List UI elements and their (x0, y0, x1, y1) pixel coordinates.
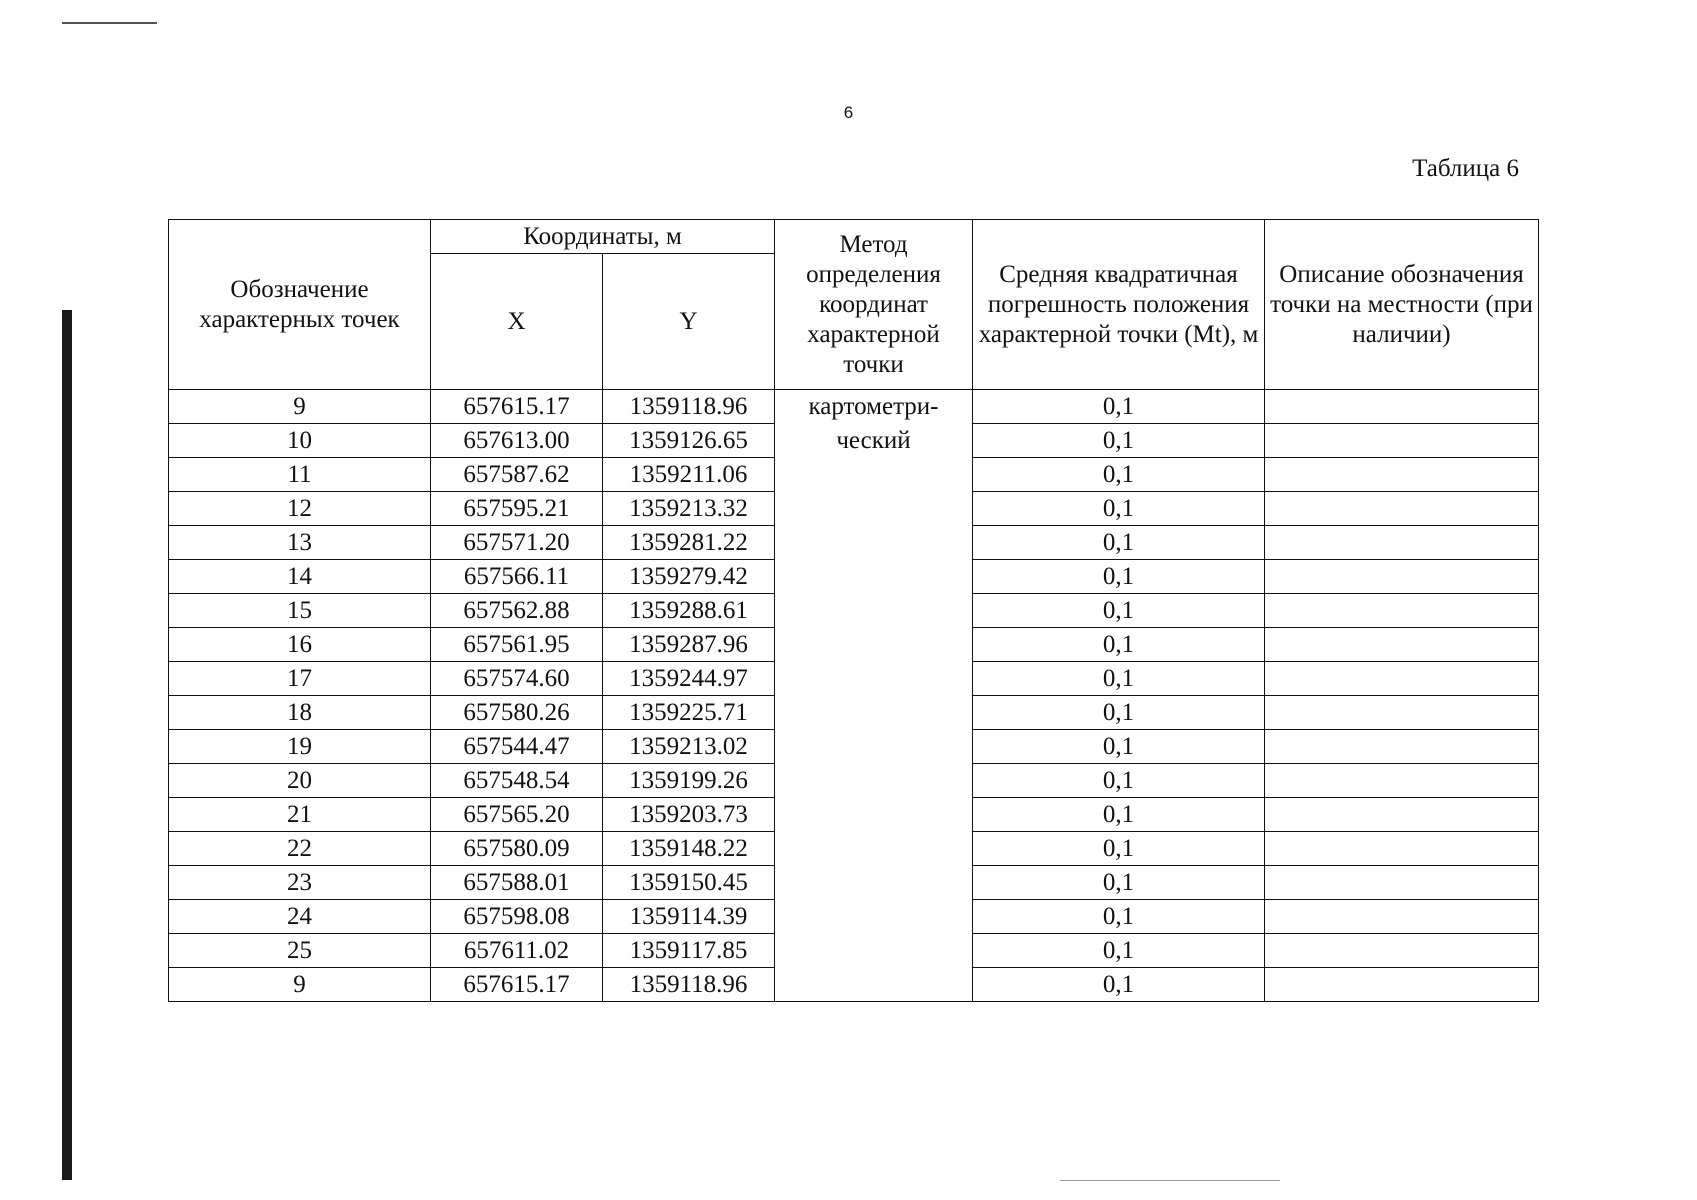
cell-y: 1359281.22 (603, 526, 775, 560)
cell-description (1265, 968, 1539, 1002)
cell-point: 9 (169, 968, 431, 1002)
header-x: X (431, 254, 603, 390)
page-number: 6 (843, 103, 854, 122)
cell-error: 0,1 (973, 390, 1265, 424)
cell-y: 1359199.26 (603, 764, 775, 798)
cell-y: 1359279.42 (603, 560, 775, 594)
cell-description (1265, 458, 1539, 492)
cell-y: 1359213.02 (603, 730, 775, 764)
scan-artifact-top-line (62, 22, 157, 24)
cell-error: 0,1 (973, 424, 1265, 458)
cell-x: 657580.26 (431, 696, 603, 730)
cell-description (1265, 492, 1539, 526)
table-row (169, 390, 1539, 424)
cell-error: 0,1 (973, 560, 1265, 594)
cell-error: 0,1 (973, 798, 1265, 832)
cell-point: 17 (169, 662, 431, 696)
cell-point: 14 (169, 560, 431, 594)
cell-point: 19 (169, 730, 431, 764)
cell-x: 657544.47 (431, 730, 603, 764)
cell-point: 18 (169, 696, 431, 730)
cell-point: 16 (169, 628, 431, 662)
cell-point: 10 (169, 424, 431, 458)
cell-y: 1359287.96 (603, 628, 775, 662)
header-point-description: Описание обозначения точки на местности (при наличии) (1265, 220, 1539, 390)
cell-point: 15 (169, 594, 431, 628)
cell-description (1265, 764, 1539, 798)
cell-error: 0,1 (973, 730, 1265, 764)
cell-y: 1359118.96 (603, 390, 775, 424)
cell-x: 657561.95 (431, 628, 603, 662)
cell-method: картометри-ческий (775, 390, 973, 1002)
cell-error: 0,1 (973, 866, 1265, 900)
scan-artifact-bottom-line (1060, 1180, 1280, 1181)
cell-description (1265, 662, 1539, 696)
cell-x: 657615.17 (431, 968, 603, 1002)
table-caption: Таблица 6 (1412, 155, 1519, 182)
cell-error: 0,1 (973, 492, 1265, 526)
cell-y: 1359203.73 (603, 798, 775, 832)
cell-point: 21 (169, 798, 431, 832)
cell-description (1265, 866, 1539, 900)
cell-x: 657574.60 (431, 662, 603, 696)
cell-point: 13 (169, 526, 431, 560)
cell-description (1265, 900, 1539, 934)
table-body (169, 390, 1539, 1002)
cell-error: 0,1 (973, 458, 1265, 492)
header-point-designation: Обозначение характерных точек (169, 220, 431, 390)
cell-description (1265, 390, 1539, 424)
cell-point: 11 (169, 458, 431, 492)
cell-x: 657595.21 (431, 492, 603, 526)
cell-y: 1359117.85 (603, 934, 775, 968)
cell-description (1265, 526, 1539, 560)
header-y: Y (603, 254, 775, 390)
cell-error: 0,1 (973, 696, 1265, 730)
cell-point: 9 (169, 390, 431, 424)
cell-point: 23 (169, 866, 431, 900)
cell-description (1265, 424, 1539, 458)
cell-y: 1359118.96 (603, 968, 775, 1002)
coordinates-table (168, 219, 1539, 1002)
cell-point: 20 (169, 764, 431, 798)
cell-x: 657565.20 (431, 798, 603, 832)
cell-description (1265, 594, 1539, 628)
cell-description (1265, 628, 1539, 662)
cell-error: 0,1 (973, 526, 1265, 560)
cell-x: 657548.54 (431, 764, 603, 798)
cell-x: 657571.20 (431, 526, 603, 560)
cell-x: 657587.62 (431, 458, 603, 492)
cell-point: 22 (169, 832, 431, 866)
cell-y: 1359114.39 (603, 900, 775, 934)
cell-point: 12 (169, 492, 431, 526)
cell-y: 1359213.32 (603, 492, 775, 526)
cell-point: 24 (169, 900, 431, 934)
cell-x: 657615.17 (431, 390, 603, 424)
cell-error: 0,1 (973, 594, 1265, 628)
cell-x: 657562.88 (431, 594, 603, 628)
cell-error: 0,1 (973, 628, 1265, 662)
cell-y: 1359225.71 (603, 696, 775, 730)
cell-x: 657580.09 (431, 832, 603, 866)
cell-description (1265, 934, 1539, 968)
cell-y: 1359150.45 (603, 866, 775, 900)
cell-description (1265, 832, 1539, 866)
cell-description (1265, 696, 1539, 730)
cell-error: 0,1 (973, 934, 1265, 968)
header-method: Метод определения координат характерной точки (775, 220, 973, 390)
header-coordinates: Координаты, м (431, 220, 775, 254)
cell-error: 0,1 (973, 764, 1265, 798)
cell-x: 657598.08 (431, 900, 603, 934)
cell-error: 0,1 (973, 900, 1265, 934)
cell-x: 657588.01 (431, 866, 603, 900)
header-mean-square-error: Средняя квадратичная погрешность положения характерной точки (Mt), м (973, 220, 1265, 390)
cell-x: 657611.02 (431, 934, 603, 968)
cell-error: 0,1 (973, 662, 1265, 696)
cell-error: 0,1 (973, 832, 1265, 866)
cell-description (1265, 798, 1539, 832)
cell-y: 1359244.97 (603, 662, 775, 696)
cell-y: 1359126.65 (603, 424, 775, 458)
cell-point: 25 (169, 934, 431, 968)
cell-x: 657566.11 (431, 560, 603, 594)
scan-artifact-left-edge (62, 310, 72, 1180)
cell-y: 1359148.22 (603, 832, 775, 866)
cell-y: 1359211.06 (603, 458, 775, 492)
cell-error: 0,1 (973, 968, 1265, 1002)
cell-description (1265, 560, 1539, 594)
cell-y: 1359288.61 (603, 594, 775, 628)
cell-description (1265, 730, 1539, 764)
cell-x: 657613.00 (431, 424, 603, 458)
